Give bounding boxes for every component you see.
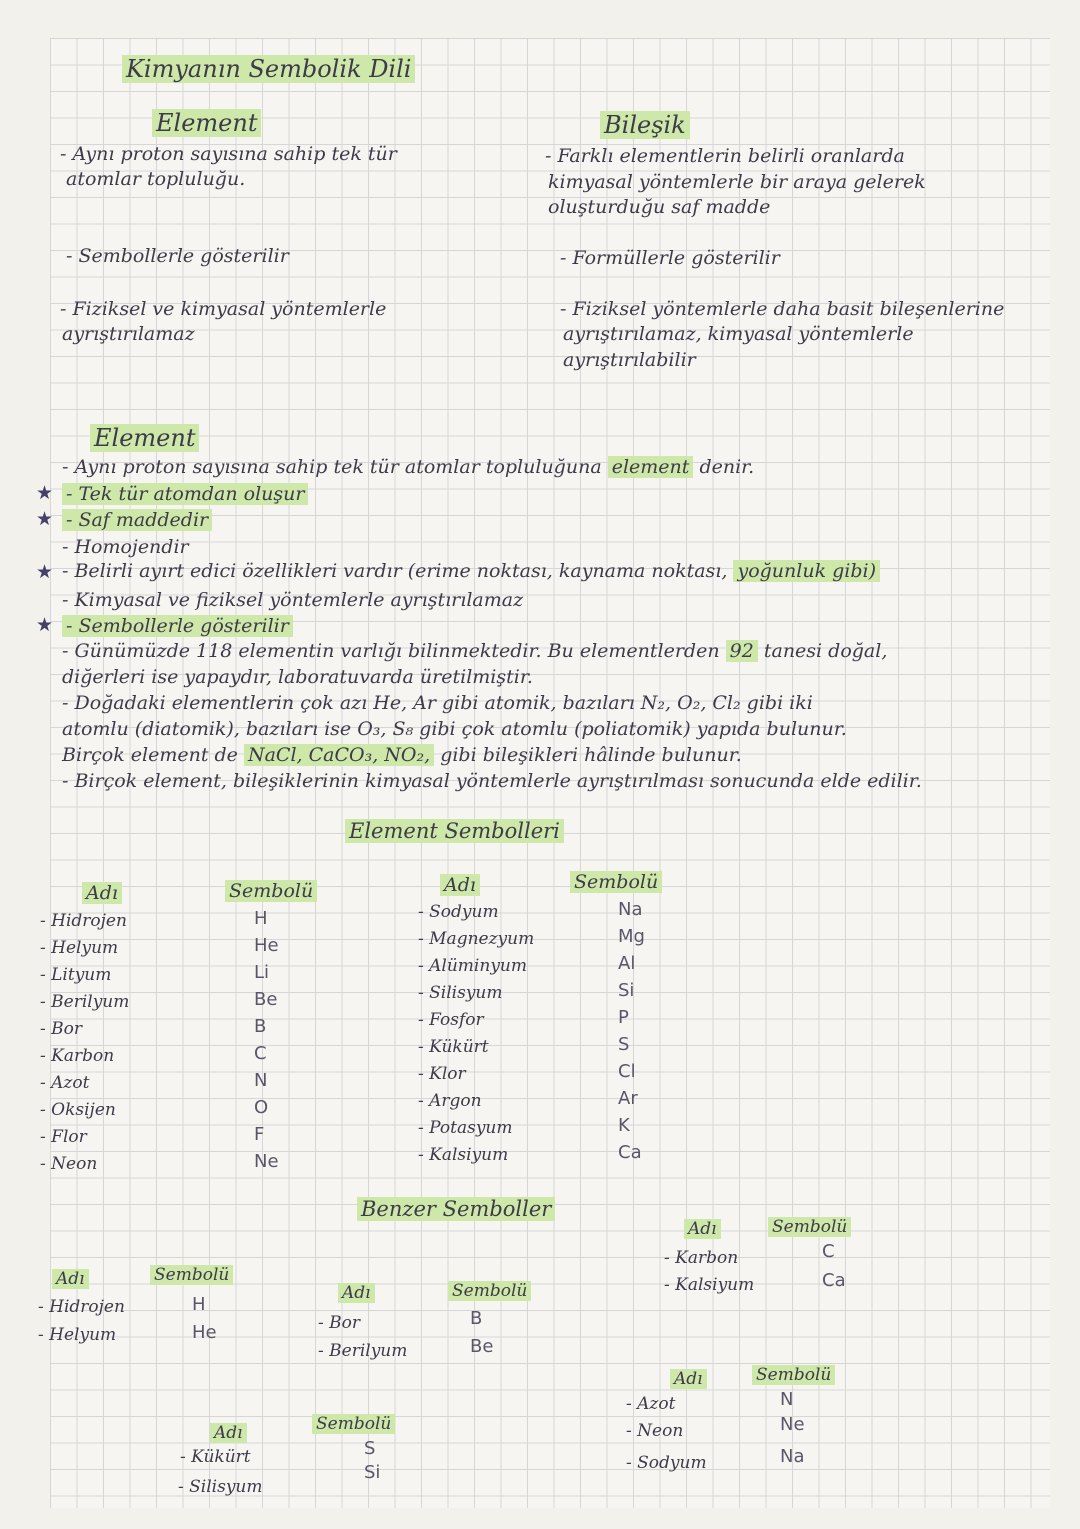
right-element-symbol: Ca [618, 1142, 642, 1163]
col-name-header: Adı [440, 874, 480, 896]
group-row-name: - Kükürt [180, 1447, 251, 1467]
right-element-name: - Kalsiyum [418, 1145, 509, 1165]
right-element-symbol: Ar [618, 1088, 638, 1109]
bilesik-line: - Formüllerle gösterilir [560, 247, 780, 269]
group-row-symbol: Ca [822, 1270, 846, 1291]
right-element-name: - Klor [418, 1064, 466, 1084]
left-element-symbol: H [254, 908, 268, 929]
right-element-symbol: Cl [618, 1061, 636, 1082]
right-element-name: - Magnezyum [418, 929, 535, 949]
left-element-name: - Oksijen [40, 1100, 116, 1120]
bilesik-line: oluşturduğu saf madde [548, 196, 771, 218]
right-element-symbol: Si [618, 980, 635, 1001]
symbols-heading: Element Sembolleri [345, 820, 564, 842]
left-element-symbol: B [254, 1016, 267, 1037]
star-icon: ★ [36, 482, 54, 504]
right-element-symbol: K [618, 1115, 630, 1136]
group-row-name: - Sodyum [626, 1453, 707, 1473]
left-element-name: - Azot [40, 1073, 90, 1093]
group-row-symbol: B [470, 1308, 483, 1329]
detail-line: - Kimyasal ve fiziksel yöntemlerle ayrıştırılamaz [62, 589, 524, 611]
element-detail-heading: Element [90, 427, 199, 449]
group-row-name: - Bor [318, 1313, 361, 1333]
element-heading: Element [152, 112, 261, 134]
bilesik-line: - Farklı elementlerin belirli oranlarda [545, 145, 905, 167]
group-row-name: - Neon [626, 1421, 684, 1441]
bilesik-line: ayrıştırılamaz, kimyasal yöntemlerle [563, 323, 914, 345]
element-line: atomlar topluluğu. [66, 168, 246, 190]
left-element-name: - Hidrojen [40, 911, 127, 931]
group-row-symbol: H [192, 1294, 206, 1315]
star-icon: ★ [36, 508, 54, 530]
left-element-symbol: Be [254, 989, 278, 1010]
left-element-symbol: Ne [254, 1151, 279, 1172]
detail-line: - Günümüzde 118 elementin varlığı bilinmektedir. Bu elementlerden 92 tanesi doğal, [62, 640, 888, 662]
detail-line: atomlu (diatomik), bazıları ise O₃, S₈ gibi çok atomlu (poliatomik) yapıda bulunur. [62, 718, 847, 740]
star-icon: ★ [36, 614, 54, 636]
group-col-name: Adı [670, 1368, 707, 1390]
left-element-symbol: O [254, 1097, 269, 1118]
group-row-name: - Berilyum [318, 1341, 408, 1361]
detail-line: - Sembollerle gösterilir [62, 615, 293, 637]
left-element-symbol: Li [254, 962, 270, 983]
group-row-symbol: N [780, 1389, 794, 1410]
detail-line: Birçok element de NaCl, CaCO₃, NO₂, gibi bileşikleri hâlinde bulunur. [62, 744, 742, 766]
detail-line: - Saf maddedir [62, 509, 212, 531]
group-col-symbol: Sembolü [448, 1280, 531, 1302]
group-col-symbol: Sembolü [768, 1216, 851, 1238]
group-row-symbol: Na [780, 1446, 805, 1467]
left-element-symbol: C [254, 1043, 267, 1064]
left-element-name: - Neon [40, 1154, 98, 1174]
right-element-name: - Silisyum [418, 983, 503, 1003]
group-row-symbol: C [822, 1241, 835, 1262]
left-element-name: - Bor [40, 1019, 83, 1039]
left-element-symbol: He [254, 935, 279, 956]
element-line: - Sembollerle gösterilir [66, 245, 289, 267]
group-row-symbol: S [364, 1438, 376, 1459]
detail-line: diğerleri ise yapaydır, laboratuvarda üretilmiştir. [62, 666, 533, 688]
left-element-symbol: F [254, 1124, 265, 1145]
element-line: - Fiziksel ve kimyasal yöntemlerle [60, 298, 387, 320]
element-line: - Aynı proton sayısına sahip tek tür [60, 143, 397, 165]
right-element-symbol: Mg [618, 926, 645, 947]
group-row-symbol: Si [364, 1462, 381, 1483]
detail-line: - Doğadaki elementlerin çok azı He, Ar gibi atomik, bazıları N₂, O₂, Cl₂ gibi iki [62, 692, 813, 714]
right-element-name: - Fosfor [418, 1010, 484, 1030]
group-row-symbol: He [192, 1322, 217, 1343]
detail-line: - Belirli ayırt edici özellikleri vardır (erime noktası, kaynama noktası, yoğunluk gibi) [62, 560, 880, 582]
group-col-name: Adı [684, 1218, 721, 1240]
bilesik-line: - Fiziksel yöntemlerle daha basit bileşenlerine [560, 298, 1005, 320]
detail-line: - Homojendir [62, 536, 189, 558]
page-title: Kimyanın Sembolik Dili [122, 58, 415, 80]
group-col-symbol: Sembolü [150, 1264, 233, 1286]
group-col-name: Adı [338, 1282, 375, 1304]
col-name-header: Adı [82, 882, 122, 904]
group-row-symbol: Be [470, 1336, 494, 1357]
left-element-name: - Helyum [40, 938, 119, 958]
right-element-name: - Argon [418, 1091, 482, 1111]
group-row-name: - Kalsiyum [664, 1275, 755, 1295]
left-element-name: - Berilyum [40, 992, 130, 1012]
left-element-symbol: N [254, 1070, 268, 1091]
group-row-symbol: Ne [780, 1414, 805, 1435]
bilesik-line: ayrıştırılabilir [563, 349, 696, 371]
group-col-symbol: Sembolü [312, 1413, 395, 1435]
right-element-name: - Sodyum [418, 902, 499, 922]
right-element-name: - Kükürt [418, 1037, 489, 1057]
right-element-symbol: P [618, 1007, 629, 1028]
group-row-name: - Helyum [38, 1325, 117, 1345]
star-icon: ★ [36, 561, 54, 583]
bilesik-heading: Bileşik [600, 114, 690, 136]
right-element-symbol: Na [618, 899, 643, 920]
col-symbol-header: Sembolü [225, 880, 317, 902]
left-element-name: - Karbon [40, 1046, 115, 1066]
group-row-name: - Hidrojen [38, 1297, 125, 1317]
col-symbol-header: Sembolü [570, 871, 662, 893]
left-element-name: - Lityum [40, 965, 112, 985]
right-element-name: - Potasyum [418, 1118, 513, 1138]
group-row-name: - Karbon [664, 1248, 739, 1268]
group-row-name: - Azot [626, 1394, 676, 1414]
detail-line: - Tek tür atomdan oluşur [62, 483, 308, 505]
right-element-symbol: S [618, 1034, 630, 1055]
detail-line: - Aynı proton sayısına sahip tek tür atomlar topluluğuna element denir. [62, 456, 755, 478]
group-col-symbol: Sembolü [752, 1364, 835, 1386]
bilesik-line: kimyasal yöntemlerle bir araya gelerek [548, 171, 926, 193]
similar-heading: Benzer Semboller [357, 1198, 555, 1220]
right-element-name: - Alüminyum [418, 956, 527, 976]
element-line: ayrıştırılamaz [62, 323, 195, 345]
left-element-name: - Flor [40, 1127, 87, 1147]
group-col-name: Adı [52, 1268, 89, 1290]
detail-line: - Birçok element, bileşiklerinin kimyasal yöntemlerle ayrıştırılması sonucunda elde edilir. [62, 770, 922, 792]
right-element-symbol: Al [618, 953, 636, 974]
group-col-name: Adı [210, 1422, 247, 1444]
group-row-name: - Silisyum [178, 1477, 263, 1497]
